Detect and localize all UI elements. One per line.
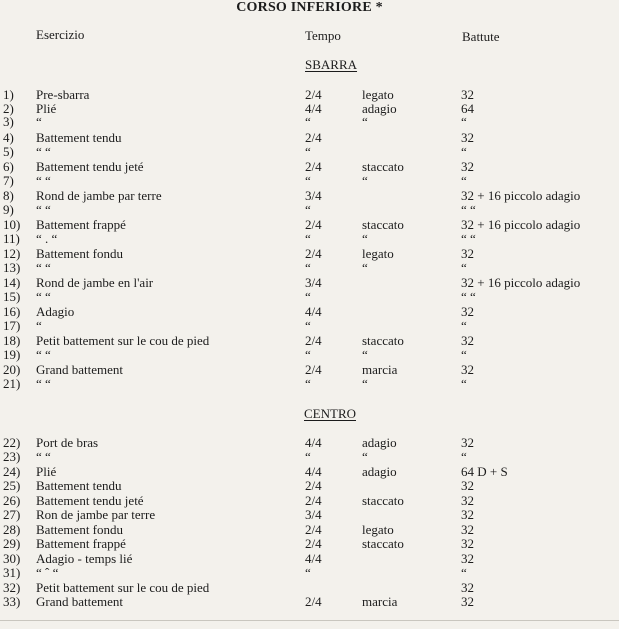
table-row xyxy=(0,189,619,203)
table-row xyxy=(0,145,619,159)
battute-value: 32 + 16 piccolo adagio xyxy=(461,217,581,232)
movement-quality: marcia xyxy=(362,362,398,377)
exercise-name: Grand battement xyxy=(36,594,123,609)
tempo-value: “ xyxy=(305,144,311,159)
table-row xyxy=(0,450,619,464)
row-number: 31) xyxy=(3,565,21,580)
battute-value: 32 xyxy=(461,493,474,508)
tempo-value: “ xyxy=(305,318,311,333)
battute-value: “ xyxy=(461,318,467,333)
battute-value: 32 xyxy=(461,551,474,566)
exercise-name: Rond de jambe en l'air xyxy=(36,275,154,290)
exercise-name: “ “ xyxy=(36,347,51,362)
row-number: 13) xyxy=(3,260,21,275)
table-row xyxy=(0,566,619,580)
exercise-name: Adagio - temps lié xyxy=(36,551,133,566)
movement-quality: adagio xyxy=(362,464,397,479)
row-number: 16) xyxy=(3,304,21,319)
header-exercise: Esercizio xyxy=(36,27,85,42)
row-number: 14) xyxy=(3,275,21,290)
row-number: 9) xyxy=(3,202,14,217)
tempo-value: 2/4 xyxy=(305,333,322,348)
table-row xyxy=(0,305,619,319)
exercise-name: “ “ xyxy=(36,173,51,188)
movement-quality: “ xyxy=(362,231,368,246)
exercise-name: Battement tendu xyxy=(36,478,122,493)
battute-value: 64 xyxy=(461,101,474,116)
table-row xyxy=(0,465,619,479)
tempo-value: “ xyxy=(305,376,311,391)
row-number: 2) xyxy=(3,101,14,116)
row-number: 5) xyxy=(3,144,14,159)
table-row xyxy=(0,377,619,391)
exercise-name: Adagio xyxy=(36,304,75,319)
header-battute: Battute xyxy=(462,29,500,44)
table-row xyxy=(0,218,619,232)
table-row xyxy=(0,479,619,493)
tempo-value: “ xyxy=(305,289,311,304)
tempo-value: 4/4 xyxy=(305,435,322,450)
row-number: 29) xyxy=(3,536,21,551)
exercise-name: “ ˆ “ xyxy=(36,565,59,580)
movement-quality: “ xyxy=(362,173,368,188)
table-row xyxy=(0,319,619,333)
table-row xyxy=(0,552,619,566)
row-number: 30) xyxy=(3,551,21,566)
row-number: 11) xyxy=(3,231,20,246)
movement-quality: legato xyxy=(362,246,394,261)
tempo-value: 2/4 xyxy=(305,594,322,609)
movement-quality: “ xyxy=(362,260,368,275)
tempo-value: 2/4 xyxy=(305,478,322,493)
page-title: CORSO INFERIORE * xyxy=(236,0,383,15)
movement-quality: “ xyxy=(362,347,368,362)
movement-quality: “ xyxy=(362,449,368,464)
row-number: 18) xyxy=(3,333,21,348)
battute-value: “ xyxy=(461,565,467,580)
table-row xyxy=(0,537,619,551)
tempo-value: 4/4 xyxy=(305,101,322,116)
exercise-name: Petit battement sur le cou de pied xyxy=(36,580,210,595)
row-number: 17) xyxy=(3,318,21,333)
exercise-name: “ “ xyxy=(36,449,51,464)
table-row xyxy=(0,131,619,145)
battute-value: 64 D + S xyxy=(461,464,508,479)
battute-value: 32 xyxy=(461,522,474,537)
exercise-name: Battement fondu xyxy=(36,246,124,261)
section-sbarra: SBARRA xyxy=(305,57,358,72)
battute-value: 32 xyxy=(461,478,474,493)
table-row xyxy=(0,232,619,246)
battute-value: 32 xyxy=(461,87,474,102)
tempo-value: 2/4 xyxy=(305,536,322,551)
row-number: 3) xyxy=(3,114,14,129)
exercise-name: “ “ xyxy=(36,144,51,159)
row-number: 24) xyxy=(3,464,21,479)
movement-quality: staccato xyxy=(362,536,404,551)
exercise-name: “ “ xyxy=(36,260,51,275)
row-number: 1) xyxy=(3,87,14,102)
row-number: 4) xyxy=(3,130,14,145)
tempo-value: “ xyxy=(305,565,311,580)
battute-value: 32 xyxy=(461,507,474,522)
exercise-name: “ “ xyxy=(36,289,51,304)
exercise-name: Petit battement sur le cou de pied xyxy=(36,333,210,348)
battute-value: “ xyxy=(461,144,467,159)
table-row xyxy=(0,595,619,609)
battute-value: “ xyxy=(461,173,467,188)
row-number: 22) xyxy=(3,435,21,450)
tempo-value: 2/4 xyxy=(305,130,322,145)
tempo-value: “ xyxy=(305,173,311,188)
table-row xyxy=(0,494,619,508)
row-number: 33) xyxy=(3,594,21,609)
movement-quality: legato xyxy=(362,87,394,102)
table-row xyxy=(0,160,619,174)
exercise-name: Pre-sbarra xyxy=(36,87,90,102)
tempo-value: 2/4 xyxy=(305,246,322,261)
battute-value: 32 xyxy=(461,246,474,261)
battute-value: 32 xyxy=(461,159,474,174)
exercise-name: “ “ xyxy=(36,376,51,391)
movement-quality: adagio xyxy=(362,101,397,116)
tempo-value: 2/4 xyxy=(305,522,322,537)
exercise-name: Battement frappé xyxy=(36,217,126,232)
row-number: 23) xyxy=(3,449,21,464)
section-centro: CENTRO xyxy=(304,406,356,421)
battute-value: 32 + 16 piccolo adagio xyxy=(461,188,581,203)
battute-value: “ “ xyxy=(461,289,476,304)
tempo-value: “ xyxy=(305,449,311,464)
tempo-value: “ xyxy=(305,260,311,275)
battute-value: 32 xyxy=(461,333,474,348)
battute-value: “ xyxy=(461,260,467,275)
tempo-value: 2/4 xyxy=(305,362,322,377)
table-row xyxy=(0,581,619,595)
table-row xyxy=(0,508,619,522)
table-row xyxy=(0,363,619,377)
exercise-name: “ xyxy=(36,114,42,129)
table-row xyxy=(0,115,619,129)
table-row xyxy=(0,334,619,348)
exercise-name: Plié xyxy=(36,464,57,479)
table-row xyxy=(0,436,619,450)
table-row xyxy=(0,88,619,102)
row-number: 20) xyxy=(3,362,21,377)
table-row xyxy=(0,203,619,217)
row-number: 28) xyxy=(3,522,21,537)
movement-quality: “ xyxy=(362,376,368,391)
battute-value: “ xyxy=(461,449,467,464)
row-number: 8) xyxy=(3,188,14,203)
tempo-value: “ xyxy=(305,231,311,246)
tempo-value: 2/4 xyxy=(305,217,322,232)
tempo-value: “ xyxy=(305,202,311,217)
battute-value: “ xyxy=(461,376,467,391)
exercise-name: Ron de jambe par terre xyxy=(36,507,156,522)
movement-quality: staccato xyxy=(362,493,404,508)
battute-value: 32 xyxy=(461,304,474,319)
table-row xyxy=(0,276,619,290)
battute-value: “ xyxy=(461,114,467,129)
battute-value: 32 + 16 piccolo adagio xyxy=(461,275,581,290)
exercise-name: Battement fondu xyxy=(36,522,124,537)
table-row xyxy=(0,290,619,304)
row-number: 19) xyxy=(3,347,21,362)
exercise-name: Port de bras xyxy=(36,435,99,450)
movement-quality: “ xyxy=(362,114,368,129)
table-row xyxy=(0,261,619,275)
exercise-name: Rond de jambe par terre xyxy=(36,188,162,203)
battute-value: 32 xyxy=(461,435,474,450)
row-number: 21) xyxy=(3,376,21,391)
exercise-name: Plié xyxy=(36,101,57,116)
tempo-value: 2/4 xyxy=(305,159,322,174)
battute-value: “ xyxy=(461,347,467,362)
tempo-value: “ xyxy=(305,347,311,362)
exercise-name: Battement tendu xyxy=(36,130,122,145)
row-number: 15) xyxy=(3,289,21,304)
table-row xyxy=(0,174,619,188)
movement-quality: staccato xyxy=(362,333,404,348)
exercise-name: “ . “ xyxy=(36,231,58,246)
table-row xyxy=(0,247,619,261)
exercise-name: “ “ xyxy=(36,202,51,217)
tempo-value: 3/4 xyxy=(305,275,322,290)
row-number: 27) xyxy=(3,507,21,522)
movement-quality: marcia xyxy=(362,594,398,609)
exercise-name: Battement tendu jeté xyxy=(36,493,144,508)
row-number: 6) xyxy=(3,159,14,174)
row-number: 12) xyxy=(3,246,21,261)
exercise-name: Battement frappé xyxy=(36,536,126,551)
movement-quality: adagio xyxy=(362,435,397,450)
battute-value: 32 xyxy=(461,580,474,595)
tempo-value: 3/4 xyxy=(305,507,322,522)
movement-quality: staccato xyxy=(362,217,404,232)
header-tempo: Tempo xyxy=(305,28,341,43)
tempo-value: 4/4 xyxy=(305,304,322,319)
battute-value: 32 xyxy=(461,594,474,609)
row-number: 26) xyxy=(3,493,21,508)
movement-quality: legato xyxy=(362,522,394,537)
exercise-name: Battement tendu jeté xyxy=(36,159,144,174)
exercise-name: “ xyxy=(36,318,42,333)
row-number: 7) xyxy=(3,173,14,188)
battute-value: “ “ xyxy=(461,231,476,246)
battute-value: “ “ xyxy=(461,202,476,217)
battute-value: 32 xyxy=(461,362,474,377)
table-row xyxy=(0,348,619,362)
tempo-value: 4/4 xyxy=(305,551,322,566)
exercise-name: Grand battement xyxy=(36,362,123,377)
tempo-value: 2/4 xyxy=(305,493,322,508)
battute-value: 32 xyxy=(461,130,474,145)
tempo-value: 3/4 xyxy=(305,188,322,203)
movement-quality: staccato xyxy=(362,159,404,174)
tempo-value: 4/4 xyxy=(305,464,322,479)
tempo-value: “ xyxy=(305,114,311,129)
row-number: 25) xyxy=(3,478,21,493)
table-row xyxy=(0,523,619,537)
tempo-value: 2/4 xyxy=(305,87,322,102)
page-edge-divider xyxy=(0,620,619,621)
row-number: 10) xyxy=(3,217,21,232)
battute-value: 32 xyxy=(461,536,474,551)
row-number: 32) xyxy=(3,580,21,595)
